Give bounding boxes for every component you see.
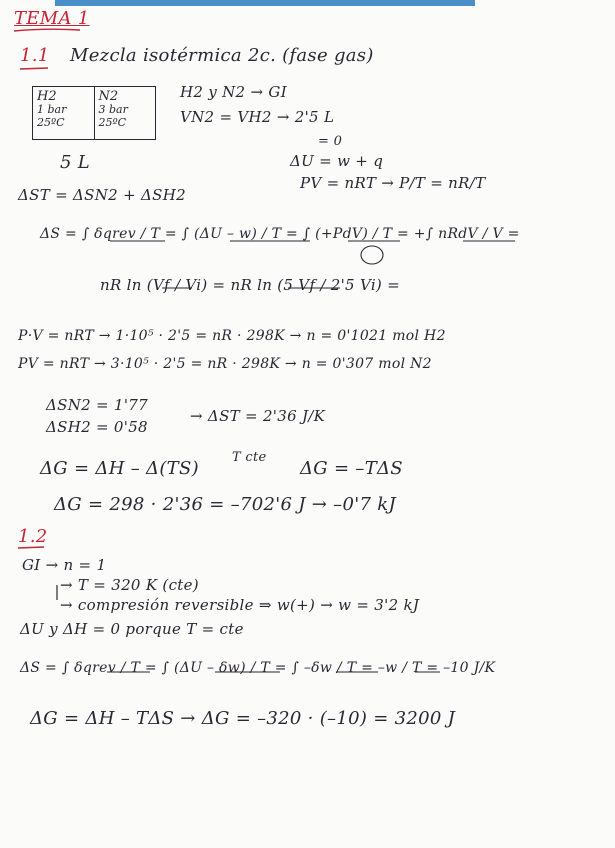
ideal-gas-line: PV = nRT → P/T = nR/T	[300, 174, 486, 192]
section-1-title: Mezcla isotérmica 2c. (fase gas)	[70, 45, 374, 66]
gibbs-value: ΔG = 298 · 2'36 = –702'6 J → –0'7 kJ	[54, 494, 396, 515]
entropy-h2: ΔSH2 = 0'58	[46, 418, 148, 436]
temperature-line: → T = 320 K (cte)	[60, 576, 199, 594]
zero-mark: = 0	[318, 134, 343, 149]
entropy-change-line: ΔS = ∫ δqrev / T = ∫ (ΔU – δw) / T = ∫ –δw / T = –w / T = –10 J/K	[20, 660, 496, 676]
section-1-number: 1.1	[20, 45, 50, 66]
gas-temperature: 25ºC	[98, 116, 127, 129]
gas-name: H2	[37, 89, 57, 104]
gas-temperature: 25ºC	[37, 116, 65, 129]
section-2-number: 1.2	[18, 526, 48, 547]
entropy-total: → ΔST = 2'36 J/K	[190, 407, 326, 425]
compression-line: → compresión reversible ⇒ w(+) → w = 3'2 kJ	[60, 596, 420, 614]
state-functions-line: ΔU y ΔH = 0 porque T = cte	[20, 620, 244, 638]
gas-pressure: 1 bar	[37, 103, 67, 116]
gas-conditions-box	[32, 86, 156, 140]
log-ratio-line: nR ln (Vf / Vi) = nR ln (5 Vf / 2'5 Vi) =	[100, 276, 401, 294]
gas-column-h2	[33, 87, 94, 139]
gas-column-n2	[94, 87, 156, 139]
gibbs-change-line: ΔG = ΔH – TΔS → ΔG = –320 · (–10) = 3200 J	[30, 708, 456, 729]
moles-n2-line: PV = nRT → 3·10⁵ · 2'5 = nR · 298K → n = 0'307 mol N2	[18, 356, 432, 372]
entropy-integral-line: ΔS = ∫ δqrev / T = ∫ (ΔU – w) / T = ∫ (+PdV) / T = +∫ nRdV / V =	[40, 226, 520, 242]
mix-line: H2 y N2 → GI	[180, 83, 287, 101]
top-edge-strip	[55, 0, 475, 6]
moles-h2-line: P·V = nRT → 1·10⁵ · 2'5 = nR · 298K → n = 0'1021 mol H2	[18, 328, 446, 344]
gibbs-definition: ΔG = ΔH – Δ(TS)	[40, 458, 199, 479]
total-entropy-line: ΔST = ΔSN2 + ΔSH2	[18, 186, 186, 204]
gibbs-arrow-label: T cte	[232, 450, 267, 465]
gibbs-result: ΔG = –TΔS	[300, 458, 403, 479]
entropy-n2: ΔSN2 = 1'77	[46, 396, 148, 414]
internal-energy-line: ΔU = w + q	[290, 152, 384, 170]
page-heading: TEMA 1	[14, 8, 90, 29]
volume-line: VN2 = VH2 → 2'5 L	[180, 108, 335, 126]
total-volume: 5 L	[60, 152, 91, 173]
ideal-gas-moles: GI → n = 1	[22, 556, 107, 574]
gas-name: N2	[98, 89, 119, 104]
gas-pressure: 3 bar	[98, 103, 128, 116]
